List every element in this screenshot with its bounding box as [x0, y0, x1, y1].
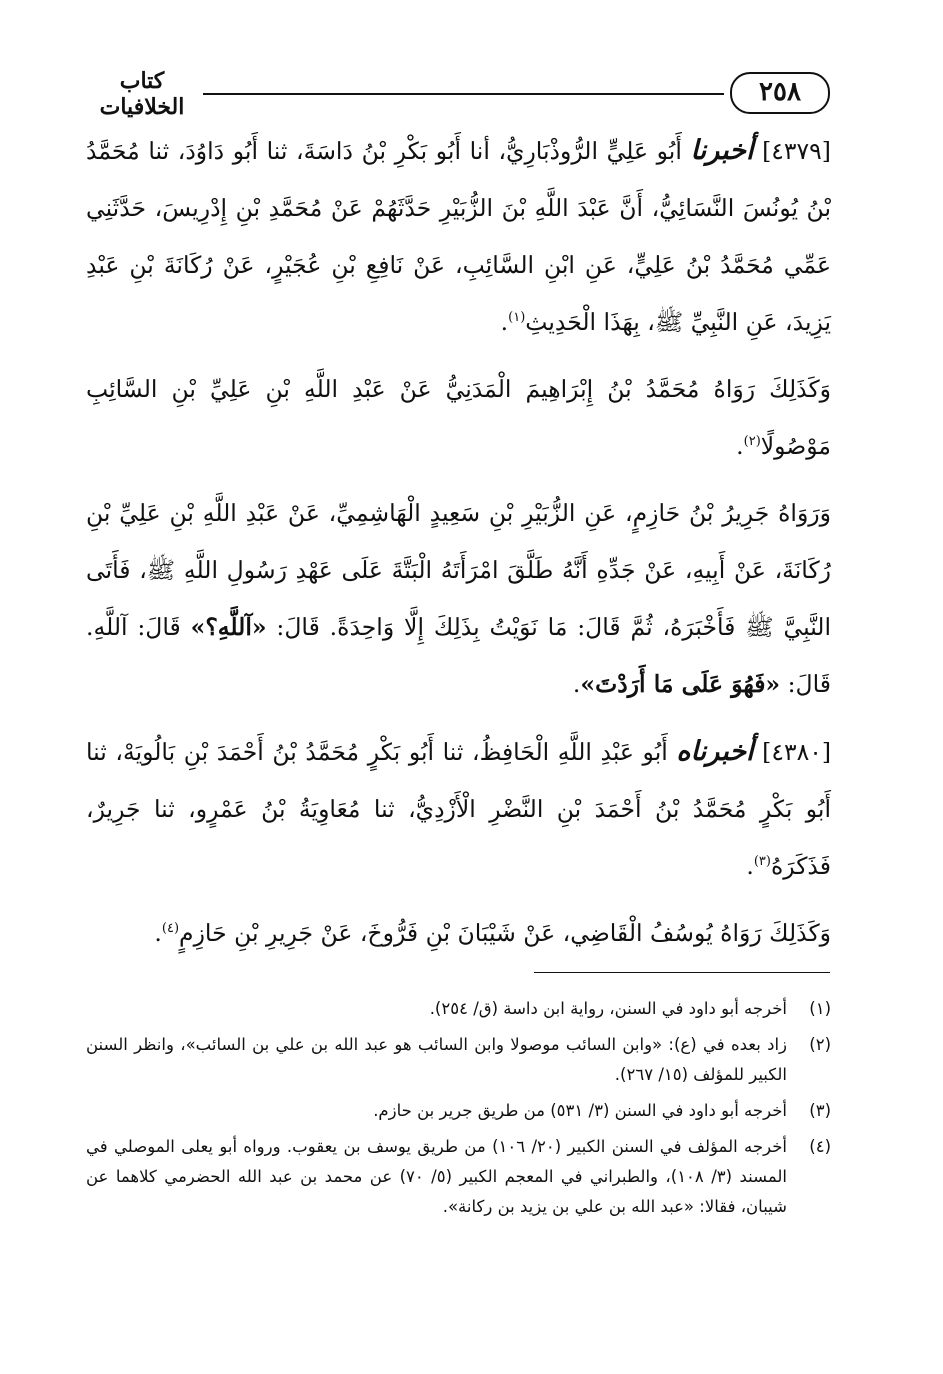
- paragraph-text: وَكَذَلِكَ رَوَاهُ يُوسُفُ الْقَاضِي، عَنْ شَيْبَانَ بْنِ فَرُّوخَ، عَنْ جَرِيرِ بْنِ حَازِمٍ: [179, 919, 831, 947]
- footnotes: [86, 994, 831, 1228]
- hadith-number: [٤٣٨٠]: [762, 738, 831, 766]
- footnote-mark: (٢): [809, 1035, 831, 1054]
- footnote-mark: (٤): [809, 1137, 831, 1156]
- hadith-4379: [86, 122, 831, 351]
- period: .: [736, 432, 744, 460]
- hadith-text: أَبُو عَلِيٍّ الرُّوذْبَارِيُّ، أنا أَبُو بَكْرِ بْنُ دَاسَةَ، ثنا أَبُو دَاوُدَ، ثنا مُحَمَّدُ بْنُ يُونُسَ النَّسَائِيُّ، أَنَّ عَبْدَ اللَّهِ بْنَ الزُّبَيْرِ حَدَّثَهُمْ عَنْ مُحَمَّدِ بْنِ إِدْرِيسَ، حَدَّثَنِي عَمِّي مُحَمَّدُ بْنُ عَلِيٍّ، عَنِ ابْنِ السَّائِبِ، عَنْ نَافِعِ بْنِ عُجَيْرٍ، عَنْ رُكَانَةَ بْنِ عَبْدِ يَزِيدَ، عَنِ النَّبِيِّ ﷺ، بِهَذَا الْحَدِيثِ: [86, 137, 831, 336]
- period: .: [746, 852, 754, 880]
- quote-1: «آللَّهِ؟»: [190, 613, 267, 641]
- footnote-item: [86, 1096, 831, 1126]
- footnote-ref: (٤): [161, 921, 180, 937]
- footnote-text: زاد بعده في (ع): «وابن السائب موصولا وابن السائب هو عبد الله بن علي بن السائب»، وانظر السنن الكبير للمؤلف (١٥/ ٢٦٧).: [86, 1035, 787, 1084]
- period: .: [572, 670, 581, 698]
- book-title: كتاب الخلافيات: [99, 68, 185, 120]
- period: .: [500, 308, 509, 336]
- footnote-ref: (٣): [753, 854, 771, 870]
- footnote-separator: [534, 972, 830, 973]
- footnote-text: أخرجه المؤلف في السنن الكبير (٢٠/ ١٠٦) من طريق يوسف بن يعقوب. ورواه أبو يعلى الموصلي في المسند (٣/ ١٠٨)، والطبراني في المعجم الكبير (٥/ ٧٠) عن محمد بن عبد الله الحضرمي كلاهما عن شيبان، فقالا: «عبد الله بن علي بن يزيد بن ركانة».: [86, 1137, 787, 1216]
- footnote-mark: (٣): [809, 1101, 831, 1120]
- footnote-text: أخرجه أبو داود في السنن (٣/ ٥٣١) من طريق جرير بن حازم.: [373, 1101, 787, 1120]
- hadith-lead-word: أخبرناه: [676, 736, 754, 767]
- page-header: [85, 66, 830, 122]
- paragraph-2: [86, 361, 831, 475]
- header-rule: [203, 93, 724, 95]
- hadith-lead-word: أخبرنا: [690, 135, 754, 166]
- period: .: [154, 919, 162, 947]
- footnote-ref: (١): [508, 310, 526, 326]
- paragraph-text-mid: قَالَ: آللَّهِ. قَالَ:: [86, 613, 831, 698]
- paragraph-5: [86, 905, 831, 962]
- hadith-4380: [86, 723, 831, 895]
- footnote-item: [86, 1132, 831, 1222]
- page-number: ٢٥٨: [730, 72, 830, 114]
- hadith-number: [٤٣٧٩]: [762, 137, 831, 165]
- paragraph-text: وَكَذَلِكَ رَوَاهُ مُحَمَّدُ بْنُ إِبْرَاهِيمَ الْمَدَنِيُّ عَنْ عَبْدِ اللَّهِ بْنِ عَلِيِّ بْنِ السَّائِبِ مَوْصُولًا: [86, 375, 831, 460]
- paragraph-text: وَرَوَاهُ جَرِيرُ بْنُ حَازِمٍ، عَنِ الزُّبَيْرِ بْنِ سَعِيدٍ الْهَاشِمِيِّ، عَنْ عَبْدِ اللَّهِ بْنِ عَلِيِّ بْنِ رُكَانَةَ، عَنْ أَبِيهِ، عَنْ جَدِّهِ أَنَّهُ طَلَّقَ امْرَأَتَهُ الْبَتَّةَ عَلَى عَهْدِ رَسُولِ اللَّهِ ﷺ، فَأَتَى النَّبِيَّ ﷺ فَأَخْبَرَهُ، ثُمَّ قَالَ: مَا نَوَيْتُ بِذَلِكَ إِلَّا وَاحِدَةً. قَالَ:: [86, 499, 831, 641]
- footnote-mark: (١): [809, 999, 831, 1018]
- footnote-ref: (٢): [743, 434, 761, 450]
- footnote-item: [86, 994, 831, 1024]
- footnote-text: أخرجه أبو داود في السنن، رواية ابن داسة (ق/ ٢٥٤).: [429, 999, 787, 1018]
- hadith-text: أَبُو عَبْدِ اللَّهِ الْحَافِظُ، ثنا أَبُو بَكْرٍ مُحَمَّدُ بْنُ أَحْمَدَ بْنِ بَالُويَهْ، ثنا أَبُو بَكْرٍ مُحَمَّدُ بْنُ أَحْمَدَ بْنِ النَّضْرِ الْأَزْدِيُّ، ثنا مُعَاوِيَةُ بْنُ عَمْرٍو، ثنا جَرِيرٌ، فَذَكَرَهُ: [86, 738, 831, 880]
- main-text: [86, 122, 831, 972]
- footnote-item: [86, 1030, 831, 1090]
- paragraph-3: [86, 485, 831, 713]
- quote-2: «فَهُوَ عَلَى مَا أَرَدْتَ»: [580, 670, 781, 698]
